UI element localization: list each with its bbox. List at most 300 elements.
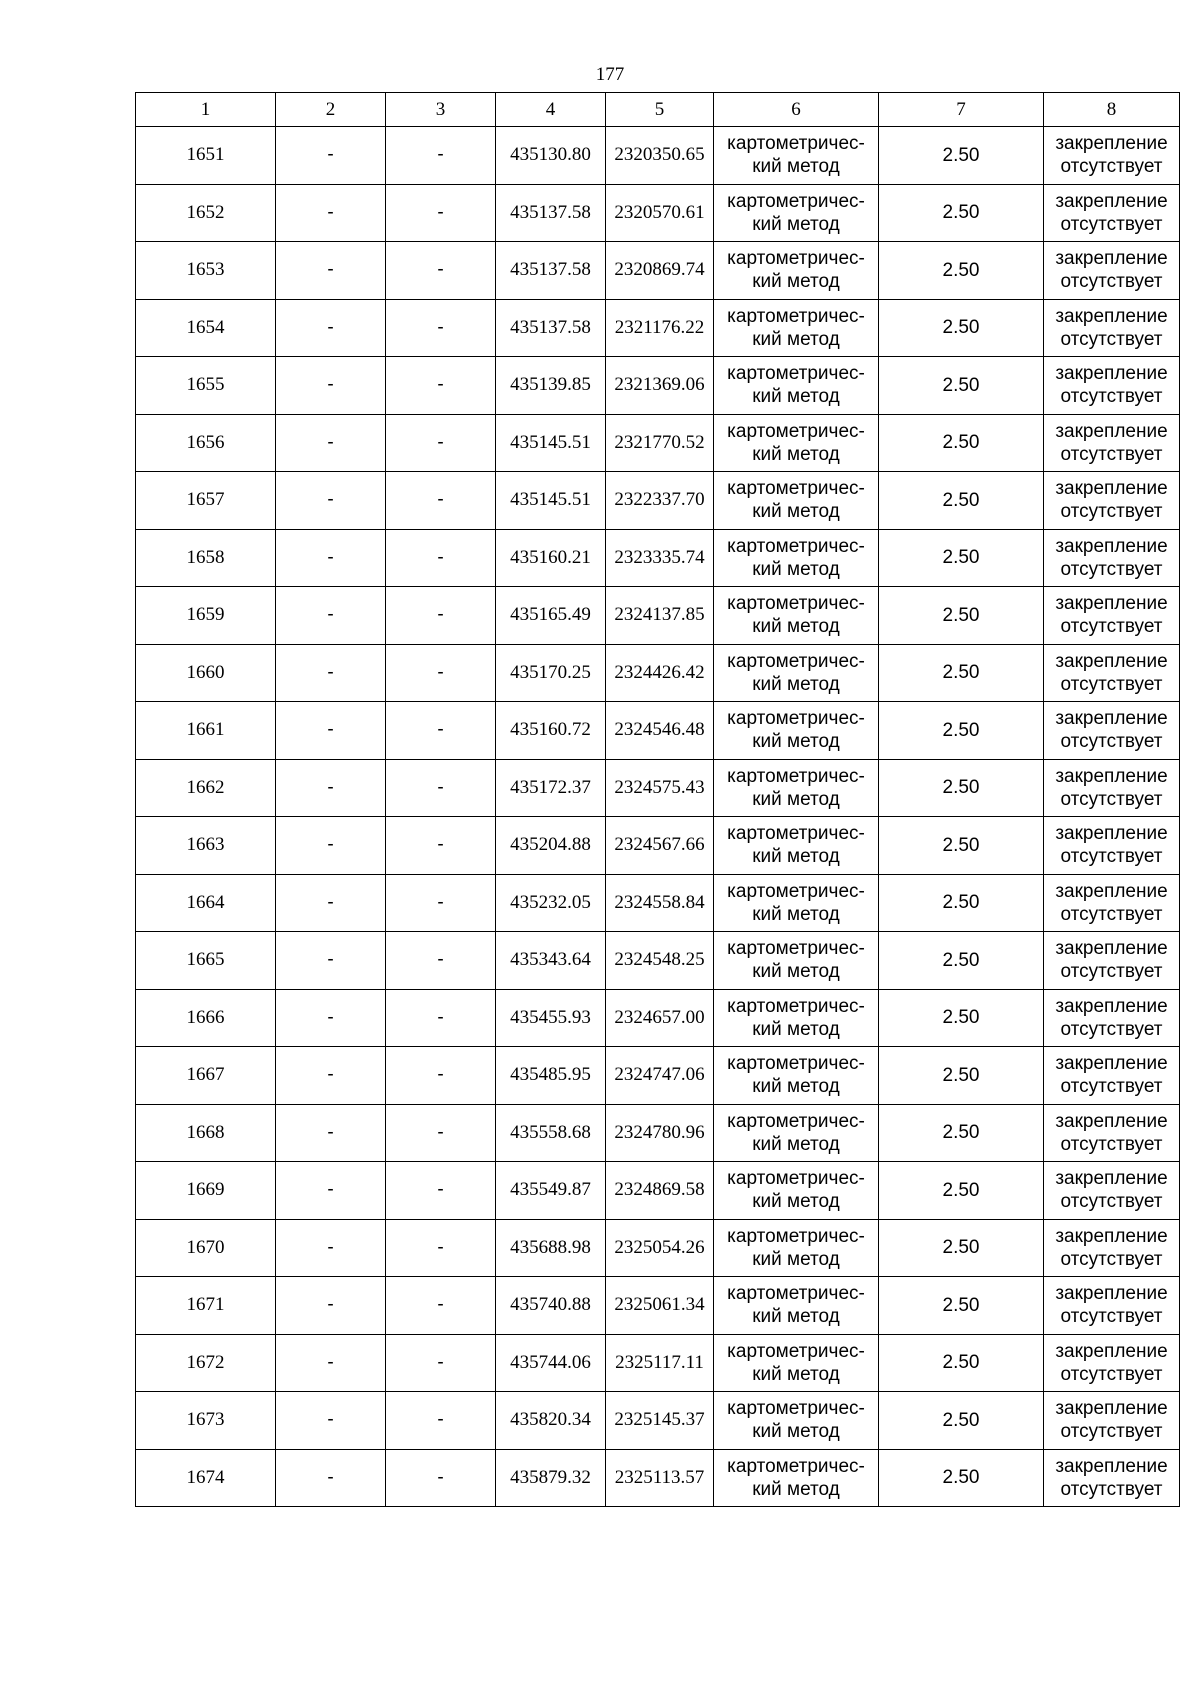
method-line-2: кий метод [752,616,840,638]
column-header: 3 [386,93,496,127]
table-row [136,414,1180,472]
method-line-1: картометричес- [727,190,865,212]
y-coordinate-cell: 2325117.11 [606,1334,714,1392]
y-coordinate-cell: 2320570.61 [606,184,714,242]
table-row [136,1047,1180,1105]
method-line-1: картометричес- [727,765,865,787]
fixing-line-1: закрепление [1055,363,1168,385]
fixing-line-1: закрепление [1055,708,1168,730]
method-line-2: кий метод [752,443,840,465]
fixing-line-1: закрепление [1055,1398,1168,1420]
method-line-2: кий метод [752,501,840,523]
point-number-cell: 1652 [136,184,276,242]
method-line-1: картометричес- [727,1225,865,1247]
fixing-line-2: отсутствует [1060,1076,1163,1098]
method-line-1: картометричес- [727,1455,865,1477]
column-3-cell: - [386,874,496,932]
y-coordinate-cell: 2323335.74 [606,529,714,587]
point-number-cell: 1651 [136,127,276,185]
method-line-1: картометричес- [727,478,865,500]
table-row [136,587,1180,645]
method-cell [714,414,879,472]
fixing-description-cell [1044,1392,1180,1450]
accuracy-cell: 2.50 [879,1449,1044,1507]
fixing-line-2: отсутствует [1060,1363,1163,1385]
method-cell [714,1392,879,1450]
y-coordinate-cell: 2321770.52 [606,414,714,472]
accuracy-cell: 2.50 [879,989,1044,1047]
y-coordinate-cell: 2320869.74 [606,242,714,300]
point-number-cell: 1671 [136,1277,276,1335]
column-header: 5 [606,93,714,127]
table-row [136,1104,1180,1162]
y-coordinate-cell: 2325061.34 [606,1277,714,1335]
fixing-line-1: закрепление [1055,650,1168,672]
method-line-2: кий метод [752,1306,840,1328]
method-line-2: кий метод [752,1133,840,1155]
y-coordinate-cell: 2324546.48 [606,702,714,760]
x-coordinate-cell: 435165.49 [496,587,606,645]
table-row [136,702,1180,760]
column-3-cell: - [386,817,496,875]
table-row [136,242,1180,300]
method-line-2: кий метод [752,1248,840,1270]
x-coordinate-cell: 435130.80 [496,127,606,185]
method-line-2: кий метод [752,788,840,810]
column-3-cell: - [386,1162,496,1220]
method-line-1: картометричес- [727,995,865,1017]
column-3-cell: - [386,1047,496,1105]
column-2-cell: - [276,587,386,645]
fixing-description-cell [1044,529,1180,587]
point-number-cell: 1663 [136,817,276,875]
column-2-cell: - [276,1392,386,1450]
fixing-description-cell [1044,1104,1180,1162]
accuracy-cell: 2.50 [879,1277,1044,1335]
y-coordinate-cell: 2324869.58 [606,1162,714,1220]
accuracy-cell: 2.50 [879,759,1044,817]
accuracy-cell: 2.50 [879,644,1044,702]
fixing-line-2: отсутствует [1060,788,1163,810]
column-3-cell: - [386,702,496,760]
column-header: 1 [136,93,276,127]
column-2-cell: - [276,989,386,1047]
y-coordinate-cell: 2325054.26 [606,1219,714,1277]
y-coordinate-cell: 2324558.84 [606,874,714,932]
method-cell [714,874,879,932]
method-line-2: кий метод [752,846,840,868]
accuracy-cell: 2.50 [879,702,1044,760]
method-line-2: кий метод [752,673,840,695]
method-cell [714,1047,879,1105]
x-coordinate-cell: 435688.98 [496,1219,606,1277]
coordinates-table [135,92,1180,1507]
column-3-cell: - [386,759,496,817]
fixing-description-cell [1044,989,1180,1047]
column-2-cell: - [276,357,386,415]
method-line-2: кий метод [752,271,840,293]
y-coordinate-cell: 2324657.00 [606,989,714,1047]
accuracy-cell: 2.50 [879,529,1044,587]
fixing-line-1: закрепление [1055,1168,1168,1190]
method-cell [714,587,879,645]
fixing-description-cell [1044,357,1180,415]
method-line-1: картометричес- [727,248,865,270]
table-row [136,299,1180,357]
table-header-row [136,93,1180,127]
fixing-description-cell [1044,1277,1180,1335]
fixing-line-1: закрепление [1055,1110,1168,1132]
accuracy-cell: 2.50 [879,127,1044,185]
table-row [136,1334,1180,1392]
accuracy-cell: 2.50 [879,1219,1044,1277]
method-cell [714,702,879,760]
table-row [136,472,1180,530]
method-line-1: картометричес- [727,535,865,557]
point-number-cell: 1674 [136,1449,276,1507]
point-number-cell: 1673 [136,1392,276,1450]
column-3-cell: - [386,127,496,185]
fixing-description-cell [1044,1334,1180,1392]
method-cell [714,242,879,300]
x-coordinate-cell: 435740.88 [496,1277,606,1335]
fixing-description-cell [1044,874,1180,932]
method-line-2: кий метод [752,1018,840,1040]
method-line-2: кий метод [752,213,840,235]
fixing-line-2: отсутствует [1060,1421,1163,1443]
fixing-description-cell [1044,1047,1180,1105]
column-3-cell: - [386,357,496,415]
method-cell [714,1104,879,1162]
y-coordinate-cell: 2324747.06 [606,1047,714,1105]
column-2-cell: - [276,1047,386,1105]
fixing-line-1: закрепление [1055,995,1168,1017]
method-line-2: кий метод [752,1421,840,1443]
table-row [136,529,1180,587]
accuracy-cell: 2.50 [879,1334,1044,1392]
x-coordinate-cell: 435232.05 [496,874,606,932]
fixing-line-2: отсутствует [1060,1478,1163,1500]
method-cell [714,1219,879,1277]
accuracy-cell: 2.50 [879,1162,1044,1220]
accuracy-cell: 2.50 [879,184,1044,242]
column-2-cell: - [276,529,386,587]
fixing-line-2: отсутствует [1060,903,1163,925]
accuracy-cell: 2.50 [879,874,1044,932]
x-coordinate-cell: 435145.51 [496,414,606,472]
column-2-cell: - [276,472,386,530]
fixing-description-cell [1044,932,1180,990]
method-cell [714,1277,879,1335]
method-cell [714,472,879,530]
x-coordinate-cell: 435744.06 [496,1334,606,1392]
point-number-cell: 1665 [136,932,276,990]
fixing-line-2: отсутствует [1060,156,1163,178]
point-number-cell: 1661 [136,702,276,760]
point-number-cell: 1659 [136,587,276,645]
table-row [136,759,1180,817]
method-cell [714,989,879,1047]
point-number-cell: 1667 [136,1047,276,1105]
table-row [136,644,1180,702]
method-cell [714,1334,879,1392]
column-3-cell: - [386,1392,496,1450]
fixing-line-2: отсутствует [1060,1018,1163,1040]
x-coordinate-cell: 435172.37 [496,759,606,817]
x-coordinate-cell: 435485.95 [496,1047,606,1105]
point-number-cell: 1660 [136,644,276,702]
point-number-cell: 1654 [136,299,276,357]
x-coordinate-cell: 435558.68 [496,1104,606,1162]
method-line-2: кий метод [752,386,840,408]
fixing-description-cell [1044,472,1180,530]
accuracy-cell: 2.50 [879,932,1044,990]
column-header: 7 [879,93,1044,127]
column-3-cell: - [386,644,496,702]
column-2-cell: - [276,184,386,242]
x-coordinate-cell: 435455.93 [496,989,606,1047]
method-line-1: картометричес- [727,708,865,730]
method-line-1: картометричес- [727,1398,865,1420]
column-2-cell: - [276,932,386,990]
fixing-description-cell [1044,414,1180,472]
column-3-cell: - [386,1449,496,1507]
x-coordinate-cell: 435204.88 [496,817,606,875]
column-3-cell: - [386,989,496,1047]
point-number-cell: 1657 [136,472,276,530]
page-number: 177 [595,64,625,85]
fixing-line-1: закрепление [1055,190,1168,212]
fixing-line-2: отсутствует [1060,443,1163,465]
point-number-cell: 1672 [136,1334,276,1392]
column-2-cell: - [276,702,386,760]
column-2-cell: - [276,1162,386,1220]
x-coordinate-cell: 435137.58 [496,299,606,357]
column-2-cell: - [276,1334,386,1392]
y-coordinate-cell: 2324426.42 [606,644,714,702]
fixing-line-1: закрепление [1055,765,1168,787]
table-body [136,127,1180,1507]
column-3-cell: - [386,184,496,242]
accuracy-cell: 2.50 [879,242,1044,300]
fixing-description-cell [1044,184,1180,242]
y-coordinate-cell: 2324575.43 [606,759,714,817]
point-number-cell: 1655 [136,357,276,415]
column-3-cell: - [386,1277,496,1335]
table-row [136,184,1180,242]
point-number-cell: 1662 [136,759,276,817]
x-coordinate-cell: 435549.87 [496,1162,606,1220]
x-coordinate-cell: 435160.21 [496,529,606,587]
fixing-line-2: отсутствует [1060,501,1163,523]
column-2-cell: - [276,817,386,875]
method-line-1: картометричес- [727,133,865,155]
method-line-1: картометричес- [727,880,865,902]
method-cell [714,1449,879,1507]
accuracy-cell: 2.50 [879,414,1044,472]
table-row [136,1219,1180,1277]
column-3-cell: - [386,472,496,530]
method-cell [714,932,879,990]
table-row [136,817,1180,875]
fixing-line-2: отсутствует [1060,731,1163,753]
fixing-line-1: закрепление [1055,420,1168,442]
column-2-cell: - [276,242,386,300]
accuracy-cell: 2.50 [879,299,1044,357]
method-cell [714,529,879,587]
column-header: 8 [1044,93,1180,127]
column-header: 4 [496,93,606,127]
method-line-2: кий метод [752,328,840,350]
accuracy-cell: 2.50 [879,1047,1044,1105]
column-3-cell: - [386,1334,496,1392]
y-coordinate-cell: 2325145.37 [606,1392,714,1450]
x-coordinate-cell: 435137.58 [496,242,606,300]
fixing-line-2: отсутствует [1060,961,1163,983]
x-coordinate-cell: 435137.58 [496,184,606,242]
point-number-cell: 1668 [136,1104,276,1162]
fixing-line-1: закрепление [1055,1340,1168,1362]
x-coordinate-cell: 435820.34 [496,1392,606,1450]
point-number-cell: 1666 [136,989,276,1047]
fixing-description-cell [1044,242,1180,300]
y-coordinate-cell: 2321369.06 [606,357,714,415]
accuracy-cell: 2.50 [879,817,1044,875]
y-coordinate-cell: 2322337.70 [606,472,714,530]
point-number-cell: 1669 [136,1162,276,1220]
fixing-line-1: закрепление [1055,1053,1168,1075]
fixing-line-2: отсутствует [1060,558,1163,580]
fixing-line-2: отсутствует [1060,616,1163,638]
fixing-line-1: закрепление [1055,880,1168,902]
column-header: 6 [714,93,879,127]
fixing-line-1: закрепление [1055,1283,1168,1305]
accuracy-cell: 2.50 [879,472,1044,530]
column-2-cell: - [276,1277,386,1335]
method-cell [714,127,879,185]
accuracy-cell: 2.50 [879,357,1044,415]
method-line-2: кий метод [752,731,840,753]
fixing-line-1: закрепление [1055,133,1168,155]
column-2-cell: - [276,1219,386,1277]
column-2-cell: - [276,874,386,932]
column-2-cell: - [276,759,386,817]
column-3-cell: - [386,1219,496,1277]
fixing-line-2: отсутствует [1060,1248,1163,1270]
method-line-2: кий метод [752,558,840,580]
column-2-cell: - [276,127,386,185]
point-number-cell: 1658 [136,529,276,587]
column-header: 2 [276,93,386,127]
fixing-line-2: отсутствует [1060,271,1163,293]
fixing-line-2: отсутствует [1060,846,1163,868]
table-row [136,989,1180,1047]
table-row [136,1162,1180,1220]
fixing-line-1: закрепление [1055,535,1168,557]
fixing-line-1: закрепление [1055,478,1168,500]
method-line-1: картометричес- [727,823,865,845]
method-cell [714,357,879,415]
method-line-2: кий метод [752,156,840,178]
column-3-cell: - [386,414,496,472]
method-line-2: кий метод [752,961,840,983]
table-row [136,1277,1180,1335]
point-number-cell: 1670 [136,1219,276,1277]
fixing-line-2: отсутствует [1060,673,1163,695]
y-coordinate-cell: 2325113.57 [606,1449,714,1507]
column-3-cell: - [386,299,496,357]
y-coordinate-cell: 2324137.85 [606,587,714,645]
method-line-2: кий метод [752,1076,840,1098]
fixing-description-cell [1044,587,1180,645]
method-line-1: картометричес- [727,650,865,672]
fixing-description-cell [1044,127,1180,185]
x-coordinate-cell: 435879.32 [496,1449,606,1507]
column-2-cell: - [276,1449,386,1507]
fixing-description-cell [1044,1449,1180,1507]
fixing-line-2: отсутствует [1060,1191,1163,1213]
column-3-cell: - [386,242,496,300]
table-row [136,1392,1180,1450]
fixing-line-1: закрепление [1055,305,1168,327]
x-coordinate-cell: 435145.51 [496,472,606,530]
fixing-description-cell [1044,299,1180,357]
method-line-2: кий метод [752,1363,840,1385]
fixing-line-2: отсутствует [1060,213,1163,235]
method-line-1: картометричес- [727,1053,865,1075]
method-cell [714,299,879,357]
fixing-line-2: отсутствует [1060,1306,1163,1328]
method-line-1: картометричес- [727,938,865,960]
column-3-cell: - [386,932,496,990]
column-2-cell: - [276,644,386,702]
x-coordinate-cell: 435139.85 [496,357,606,415]
table-row [136,874,1180,932]
fixing-description-cell [1044,1162,1180,1220]
y-coordinate-cell: 2324567.66 [606,817,714,875]
y-coordinate-cell: 2324548.25 [606,932,714,990]
column-3-cell: - [386,587,496,645]
fixing-description-cell [1044,644,1180,702]
method-line-1: картометричес- [727,363,865,385]
method-line-2: кий метод [752,1478,840,1500]
method-cell [714,1162,879,1220]
fixing-description-cell [1044,702,1180,760]
method-line-1: картометричес- [727,305,865,327]
y-coordinate-cell: 2320350.65 [606,127,714,185]
method-cell [714,184,879,242]
x-coordinate-cell: 435170.25 [496,644,606,702]
accuracy-cell: 2.50 [879,587,1044,645]
method-line-1: картометричес- [727,1168,865,1190]
accuracy-cell: 2.50 [879,1104,1044,1162]
fixing-line-1: закрепление [1055,593,1168,615]
fixing-line-2: отсутствует [1060,386,1163,408]
method-line-1: картометричес- [727,1340,865,1362]
column-2-cell: - [276,1104,386,1162]
fixing-description-cell [1044,759,1180,817]
fixing-line-1: закрепление [1055,1455,1168,1477]
fixing-line-1: закрепление [1055,1225,1168,1247]
x-coordinate-cell: 435343.64 [496,932,606,990]
fixing-line-1: закрепление [1055,248,1168,270]
fixing-line-2: отсутствует [1060,1133,1163,1155]
y-coordinate-cell: 2324780.96 [606,1104,714,1162]
column-2-cell: - [276,299,386,357]
method-cell [714,759,879,817]
x-coordinate-cell: 435160.72 [496,702,606,760]
point-number-cell: 1664 [136,874,276,932]
